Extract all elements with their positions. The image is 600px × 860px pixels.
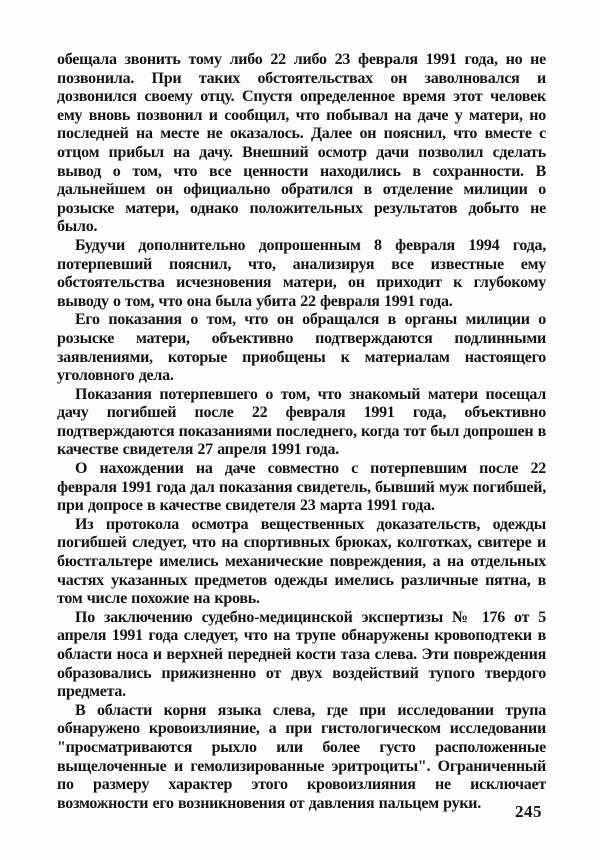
paragraph: Показания потерпевшего о том, что знакомый матери посещал дачу погибшей после 22 февраля 1991 года, объективно подтверждаются показаниями последнего, когда тот был допрошен в качестве свидетеля 27 апреля 1991 года. bbox=[57, 385, 546, 459]
paragraph: О нахождении на даче совместно с потерпевшим после 22 февраля 1991 года дал показания свидетель, бывший муж погибшей, при допросе в качестве свидетеля 23 марта 1991 года. bbox=[57, 460, 546, 515]
body-text bbox=[57, 51, 546, 813]
paragraph: В области корня языка слева, где при исследовании трупа обнаружено кровоизлияние, а при гистологическом исследовании "просматриваются рыхло или более густо расположенные выщелоченные и гемолизированные эритроциты". Ограниченный по размеру характер этого кровоизлияния не исключает возможности его возникновения от давления пальцем руки. bbox=[57, 701, 546, 812]
paragraph: Его показания о том, что он обращался в органы милиции о розыске матери, объективно подтверждаются подлинными заявлениями, которые приобщены к материалам настоящего уголовного дела. bbox=[57, 311, 546, 385]
paragraph: обещала звонить тому либо 22 либо 23 февраля 1991 года, но не позвонила. При таких обстоятельствах он заволновался и дозвонился своему отцу. Спустя определенное время этот человек ему вновь позвонил и сообщил, что побывал на даче у матери, но последней на месте не оказалось. Далее он пояснил, что вместе с отцом прибыл на дачу. Внешний осмотр дачи позволил сделать вывод о том, что все ценности находились в сохранности. В дальнейшем он официально обратился в отделение милиции о розыске матери, однако положительных результатов добыто не было. bbox=[57, 51, 546, 236]
page-number: 245 bbox=[515, 802, 542, 821]
paragraph: Из протокола осмотра вещественных доказательств, одежды погибшей следует, что на спортивных брюках, колготках, свитере и бюстгальтере имелись механические повреждения, а на отдельных частях указанных предметов одежды имелись различные пятна, в том числе похожие на кровь. bbox=[57, 515, 546, 608]
paragraph: Будучи дополнительно допрошенным 8 февраля 1994 года, потерпевший пояснил, что, анализируя все известные ему обстоятельства исчезновения матери, он приходит к глубокому выводу о том, что она была убита 22 февраля 1991 года. bbox=[57, 236, 546, 310]
paragraph: По заключению судебно-медицинской экспертизы № 176 от 5 апреля 1991 года следует, что на трупе обнаружены кровоподтеки в области носа и верхней передней кости таза слева. Эти повреждения образовались прижизненно от двух воздействий тупого твердого предмета. bbox=[57, 608, 546, 701]
